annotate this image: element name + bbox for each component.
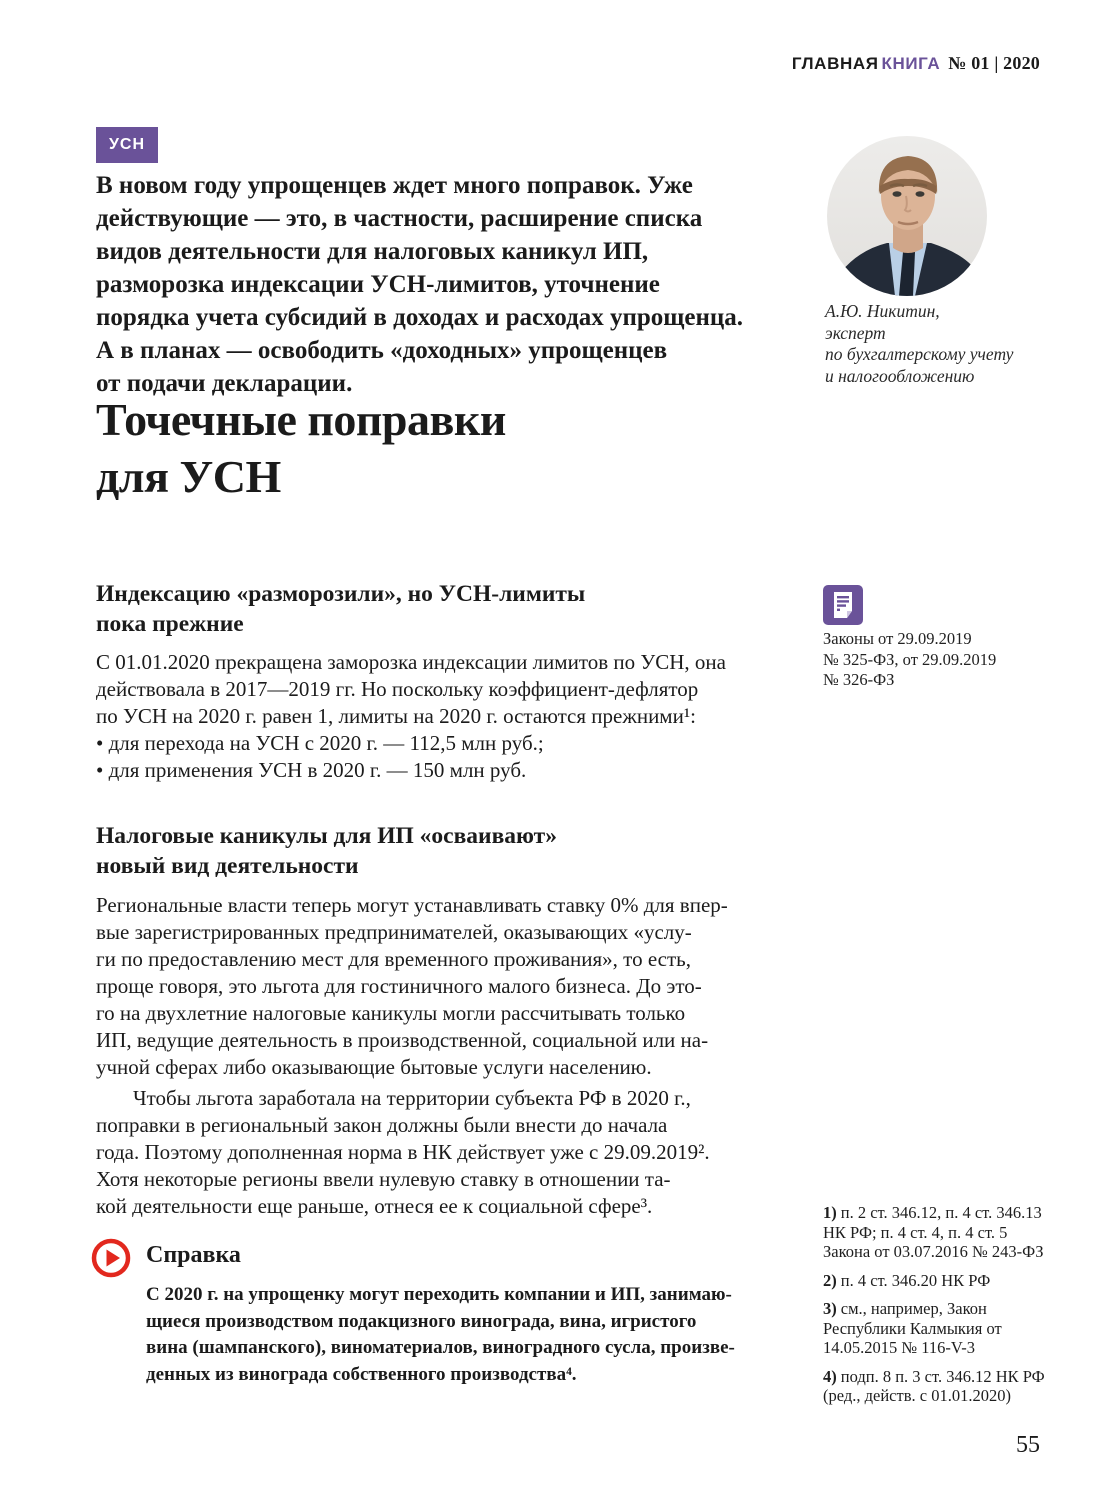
law-note: Законы от 29.09.2019 № 325-ФЗ, от 29.09.2019 № 326-ФЗ	[823, 629, 997, 689]
spravka-body: С 2020 г. на упрощенку могут переходить компании и ИП, занимаю- щиеся производством подакцизного винограда, вина, игристого вина (шампанского), виноматериалов, виноградного сусла, произве- денных из винограда собственного производства⁴.	[146, 1284, 735, 1385]
issue-number: № 01 | 2020	[948, 53, 1040, 73]
footnote-3-number: 3)	[823, 1299, 837, 1318]
section2-body-continued: Чтобы льгота заработала на территории субъекта РФ в 2020 г., поправки в региональный закон должны были внести до начала года. Поэтому дополненная норма в НК действует уже с 29.09.2019². Хотя некоторые регионы ввели нулевую ставку в отношении та- кой деятельности еще раньше, отнеся ее к социальной сфере³.	[96, 1086, 710, 1218]
author-caption: А.Ю. Никитин, эксперт по бухгалтерскому учету и налогообложению	[825, 301, 1014, 386]
spravka-heading: Справка	[146, 1242, 241, 1268]
footnote-4-number: 4)	[823, 1366, 837, 1386]
brand-primary: ГЛАВНАЯ	[791, 54, 879, 73]
section2-heading: Налоговые каникулы для ИП «осваивают» новый вид деятельности	[96, 823, 557, 879]
brand-accent: КНИГА	[881, 54, 941, 73]
page-number: 55	[1016, 1432, 1040, 1458]
footnote-1-text: п. 2 ст. 346.12, п. 4 ст. 346.13 НК РФ; п. 4 ст. 4, п. 4 ст. 5 Закона от 03.07.2016 № 243-ФЗ	[823, 1203, 1044, 1261]
footnote-1-number: 1)	[823, 1203, 837, 1222]
section2-body: Региональные власти теперь могут устанавливать ставку 0% для впер- вые зарегистрированных предпринимателей, оказывающих «услу- ги по предоставлению мест для временного проживания», то есть, проще говоря, это льгота для гостиничного малого бизнеса. До это- го на двухлетние налоговые каникулы могли рассчитывать только ИП, ведущие деятельность в производственной, социальной или на- учной сферах либо оказывающие бытовые услуги населению.	[96, 893, 728, 1079]
footnotes	[823, 1203, 1053, 1415]
section1-body: С 01.01.2020 прекращена заморозка индексации лимитов по УСН, она действовала в 2017—2019 гг. Но поскольку коэффициент-дефлятор по УСН на 2020 г. равен 1, лимиты на 2020 г. остаются прежними¹: • для перехода на УСН с 2020 г. — 112,5 млн руб.; • для применения УСН в 2020 г. — 150 млн руб.	[96, 650, 726, 782]
article-lead: В новом году упрощенцев ждет много поправок. Уже действующие — это, в частности, расширение списка видов деятельности для налоговых каникул ИП, разморозка индексации УСН-лимитов, уточнение порядка учета субсидий в доходах и расходах упрощенца. А в планах — освободить «доходных» упрощенцев от подачи декларации.	[96, 172, 744, 397]
law-document-icon	[823, 585, 863, 625]
play-circle-icon	[91, 1238, 131, 1278]
author-photo	[827, 136, 987, 296]
footnote-1	[823, 1203, 1053, 1262]
footnote-2	[823, 1271, 1053, 1291]
masthead	[792, 53, 1040, 74]
footnote-2-number: 2)	[823, 1270, 837, 1290]
article-title: Точечные поправки для УСН	[96, 394, 506, 502]
footnote-4	[823, 1367, 1053, 1406]
section1-heading: Индексацию «разморозили», но УСН-лимиты пока прежние	[96, 581, 586, 637]
footnote-3-text: см., например, Закон Республики Калмыкия от 14.05.2015 № 116-V-3	[823, 1299, 1002, 1357]
author-portrait-illustration	[827, 136, 987, 296]
footnote-4-text: подп. 8 п. 3 ст. 346.12 НК РФ (ред., действ. с 01.01.2020)	[823, 1366, 1045, 1405]
rubric-badge-usn: УСН	[96, 127, 158, 163]
footnote-2-text: п. 4 ст. 346.20 НК РФ	[840, 1270, 991, 1290]
footnote-3	[823, 1299, 1053, 1358]
